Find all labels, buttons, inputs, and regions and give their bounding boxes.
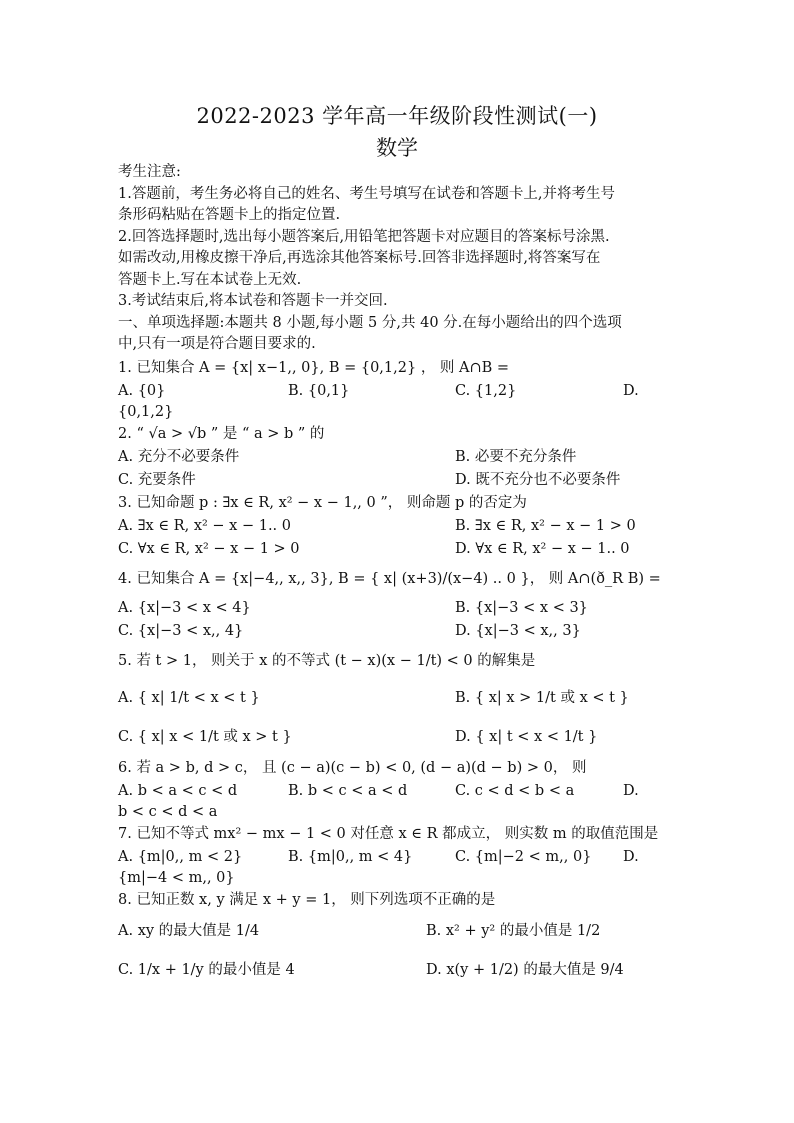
question-6-options [118, 780, 678, 802]
notice-line: 条形码粘贴在答题卡上的指定位置. [118, 207, 341, 223]
option-c: C. {1,2} [455, 382, 517, 399]
notice-line: 1.答题前，考生务必将自己的姓名、考生号填写在试卷和答题卡上,并将考生号 [118, 185, 615, 202]
option-d: D. 既不充分也不必要条件 [455, 471, 621, 488]
question-3-options-row1 [118, 515, 678, 537]
option-a: A. { x| 1/t < x < t } [118, 689, 260, 706]
subject-title: 数学 [376, 136, 418, 160]
question-5-options-row2 [118, 718, 678, 756]
option-c: C. 1/x + 1/y 的最小值是 4 [118, 961, 295, 978]
option-d: D. [623, 848, 639, 865]
question-8-options-row1 [118, 912, 678, 950]
question-3-stem: 3. 已知命题 p : ∃x ∈ R, x² − x − 1,, 0 ”， 则命题 p 的否定为 [118, 494, 527, 511]
option-c: C. {x|−3 < x,, 4} [118, 622, 244, 639]
option-a: A. b < a < c < d [118, 782, 238, 799]
notice-line: 3.考试结束后,将本试卷和答题卡一并交回. [118, 293, 388, 309]
option-d: D. [623, 782, 639, 799]
option-b: B. {m|0,, m < 4} [288, 848, 413, 865]
option-c: C. c < d < b < a [455, 782, 575, 799]
question-4-options-row1 [118, 597, 678, 619]
question-7-options [118, 846, 678, 868]
option-b: B. { x| x > 1/t 或 x < t } [455, 689, 629, 706]
option-d: D. {x|−3 < x,, 3} [455, 622, 581, 639]
option-a: A. {0} [118, 382, 166, 399]
question-1-stem: 1. 已知集合 A = {x| x−1,, 0}, B = {0,1,2} ， 则 A∩B = [118, 359, 510, 376]
notice-line: 2.回答选择题时,选出每小题答案后,用铅笔把答题卡对应题目的答案标号涂黑. [118, 228, 610, 245]
option-d: D. x(y + 1/2) 的最大值是 9/4 [426, 961, 624, 978]
question-3-options-row2 [118, 538, 678, 560]
option-a: A. ∃x ∈ R, x² − x − 1.. 0 [118, 517, 292, 534]
question-7-stem: 7. 已知不等式 mx² − mx − 1 < 0 对任意 x ∈ R 都成立， 则实数 m 的取值范围是 [118, 825, 659, 842]
option-c: C. ∀x ∈ R, x² − x − 1 > 0 [118, 540, 300, 557]
option-d: D. { x| t < x < 1/t } [455, 728, 598, 745]
question-2-stem: 2. “ √a > √b ” 是 “ a > b ” 的 [118, 425, 325, 442]
section-heading: 一、单项选择题:本题共 8 小题,每小题 5 分,共 40 分.在每小题给出的四个选项 [118, 314, 622, 331]
question-5-stem: 5. 若 t > 1， 则关于 x 的不等式 (t − x)(x − 1/t) < 0 的解集是 [118, 652, 536, 669]
option-b: B. ∃x ∈ R, x² − x − 1 > 0 [455, 517, 636, 534]
question-8-options-row2 [118, 951, 678, 989]
question-5-options-row1 [118, 679, 678, 717]
option-c: C. {m|−2 < m,, 0} [455, 848, 592, 865]
option-c: C. { x| x < 1/t 或 x > t } [118, 728, 292, 745]
option-b: B. {x|−3 < x < 3} [455, 599, 588, 616]
question-2-options-row1 [118, 446, 678, 468]
option-d-wrap: {m|−4 < m,, 0} [118, 869, 235, 886]
notice-line: 如需改动,用橡皮擦干净后,再选涂其他答案标号.回答非选择题时,将答案写在 [118, 250, 601, 266]
option-a: A. xy 的最大值是 1/4 [118, 922, 260, 939]
option-d: D. ∀x ∈ R, x² − x − 1.. 0 [455, 540, 630, 557]
option-d-wrap: b < c < d < a [118, 803, 218, 820]
option-a: A. {x|−3 < x < 4} [118, 599, 251, 616]
exam-content [118, 162, 678, 989]
notice-line: 答题卡上.写在本试卷上无效. [118, 271, 302, 288]
option-d: D. [623, 382, 639, 399]
option-b: B. b < c < a < d [288, 782, 408, 799]
section-heading: 中,只有一项是符合题目要求的. [118, 336, 316, 352]
option-d-wrap: {0,1,2} [118, 403, 174, 420]
question-2-options-row2 [118, 469, 678, 491]
notice-heading: 考生注意: [118, 164, 181, 180]
question-8-stem: 8. 已知正数 x, y 满足 x + y = 1， 则下列选项不正确的是 [118, 891, 496, 908]
option-b: B. {0,1} [288, 382, 350, 399]
option-c: C. 充要条件 [118, 471, 196, 488]
option-a: A. {m|0,, m < 2} [118, 848, 243, 865]
question-6-stem: 6. 若 a > b, d > c， 且 (c − a)(c − b) < 0, (d − a)(d − b) > 0， 则 [118, 759, 587, 776]
option-b: B. x² + y² 的最小值是 1/2 [426, 922, 601, 939]
option-b: B. 必要不充分条件 [455, 448, 577, 465]
question-4-stem: 4. 已知集合 A = {x|−4,, x,, 3}, B = { x| (x+3)/(x−4) .. 0 }， 则 A∩(ð_R B) = [118, 570, 661, 587]
exam-title: 2022-2023 学年高一年级阶段性测试(一) [196, 104, 598, 128]
question-4-options-row2 [118, 620, 678, 642]
question-1-options [118, 380, 678, 402]
option-a: A. 充分不必要条件 [118, 448, 240, 465]
